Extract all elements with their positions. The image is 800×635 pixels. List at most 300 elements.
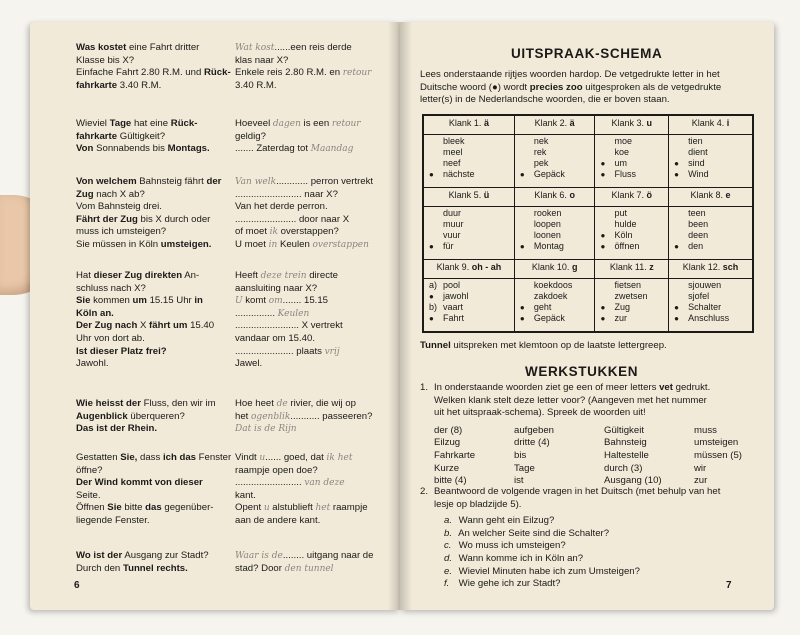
text-run: der [126,398,141,409]
text-run: X [137,320,150,332]
dutch-line [235,239,395,252]
word: fietsen [614,280,641,290]
dutch-example-word [443,158,509,169]
schema-word-cell [514,135,595,188]
text-run: vet [659,382,673,393]
bullet-icon: ● [600,314,606,323]
dutch-line [235,346,395,359]
right-page [400,22,774,610]
dutch-example-word [614,208,663,219]
text-run: Klank 3. [611,118,647,128]
handwritten-answer: in [268,239,278,250]
text-run: Klank 7. [611,190,647,200]
dutch-line [235,118,395,131]
word: been [688,219,709,229]
word: für [443,241,454,251]
dutch-example-word [534,291,590,302]
text-run: Vom Bahnsteig drei. [76,201,162,213]
word: vuur [443,230,461,240]
text-run: bis X durch oder [137,213,211,225]
question-text: Wann komme ich in Köln an? [456,552,584,564]
german-example-word [674,241,747,252]
text-run: müssen (5) [694,449,742,461]
text-run: Augenblick [76,410,128,422]
bullet-icon: ● [429,292,434,301]
german-line [76,502,234,515]
handwritten-answer: Wat kost [235,43,275,53]
schema-word-cell [423,207,514,260]
word: öffnen [614,241,640,251]
dutch-translation [235,176,395,252]
dutch-translation [235,550,395,575]
word: koe [614,147,629,157]
bullet-icon: ● [674,170,679,179]
dutch-example-word [534,280,590,291]
text-run: alstublieft [269,502,316,514]
german-example-word [674,302,747,313]
question-list [444,515,758,591]
text-run: ........ uitgang naar de [282,550,374,561]
german-phrase [76,118,234,156]
german-example-word [600,313,663,324]
text-run: i [726,118,730,128]
handwritten-answer: ik het [326,453,353,463]
text-run: het [235,410,252,422]
word: sjofel [688,291,710,301]
german-line [76,308,234,321]
task-line [434,395,710,408]
text-run: ........................ X vertrekt [235,320,343,332]
dutch-translation [235,398,395,436]
text-run: dass [137,452,163,463]
text-run: fahrkarte [76,130,118,142]
dutch-example-word [688,230,747,241]
german-line [76,239,234,252]
text-run: aufgeben [514,424,555,436]
text-run: um [132,295,147,307]
text-run: aansluiting naar X? [235,282,318,294]
dutch-line [235,550,395,563]
text-run: aan de andere kant. [235,514,321,526]
question-text: Wo muss ich umsteigen? [456,540,566,552]
schema-sound-header [669,115,753,135]
dutch-example-word [534,136,590,147]
word: zakdoek [533,291,568,301]
german-line [76,214,234,227]
handwritten-answer: u [263,503,270,514]
intro-line [420,69,758,82]
text-run: Rück- [170,118,198,129]
german-example-word [600,241,663,252]
german-example-word [429,169,509,180]
text-run: Duitsche woord (●) wordt [420,81,530,93]
german-example-word [674,158,747,169]
german-line [76,423,234,436]
word: geht [533,302,552,312]
text-run: In onderstaande woorden ziet ge een of meer letters [434,382,660,393]
text-run: ä [569,118,575,128]
text-run: Klank 10. [531,262,572,272]
text-run: geldig? [235,130,266,142]
text-run: Fahrkarte [434,449,476,461]
word: rek [533,147,547,157]
text-run: komt [242,295,269,307]
text-run: directe [306,270,339,281]
handwritten-answer: den tunnel [284,563,334,574]
text-run: Sie [76,295,91,307]
dutch-example-word [614,219,663,230]
exercise-word [604,450,694,463]
word: moe [614,136,632,146]
handwritten-answer: Maandag [310,144,354,155]
german-line [76,398,234,411]
dutch-example-word [534,219,590,230]
german-line [76,189,234,202]
word: nächste [443,169,475,179]
text-run: Tage [514,462,535,474]
handwritten-answer: Van welk [235,177,277,187]
schema-header-row [423,115,753,135]
german-line [76,411,234,424]
word: pool [443,280,461,290]
dutch-example-word [429,280,509,291]
text-run: kant. [235,489,256,501]
task-number: 1. [420,382,429,393]
schema-sound-header [669,188,753,207]
text-run: Ist dieser Platz frei? [76,345,167,357]
word-grid [434,425,758,488]
german-example-word [600,230,663,241]
question-letter: e. [444,565,453,577]
schema-sound-header [595,188,669,207]
question-letter: d. [444,552,453,564]
schema-word-cell [669,135,753,188]
dutch-example-word [429,302,509,313]
exercise-word [694,425,764,438]
word: Gepäck [533,169,565,179]
word: nek [533,136,549,146]
german-example-word [429,313,509,324]
dutch-translation [235,270,395,371]
text-run: öffne? [76,464,103,476]
text-run: 3.40 R.M. [235,79,277,91]
text-run: sch [722,262,739,272]
word: Wind [688,169,709,179]
text-run: ....................... door naar X [235,213,350,225]
task-line [434,499,720,512]
text-run: ü [483,190,490,200]
dutch-line [235,477,395,490]
german-phrase [76,270,234,371]
dutch-line [235,502,395,515]
text-run: schluss nach X? [76,282,146,294]
text-run: ä [483,118,489,128]
text-run: zur [694,475,708,487]
text-run: z [649,262,654,272]
dutch-example-word [688,208,747,219]
dutch-line [235,283,395,296]
word: Köln [614,230,633,240]
text-run: Hoeveel [235,118,273,129]
schema-sound-header [514,188,595,207]
word: dient [688,147,708,157]
text-run: Wieviel [76,118,110,129]
dutch-example-word [534,230,590,241]
text-run: Von welchem [76,176,137,187]
text-run: uit het uitspraak-schema). Spreek de woorden uit! [434,407,646,419]
text-run: 3.40 R.M. [117,79,162,91]
german-line [76,143,234,156]
text-run: dritte (4) [514,437,550,449]
text-run: Sie, [120,452,138,463]
german-example-word [520,241,590,252]
german-line [76,490,234,503]
text-run: Rück- [203,67,231,79]
text-run: vandaar om 15.40. [235,332,316,344]
pronunciation-table [422,114,754,333]
text-run: ............ perron vertrekt [276,176,374,187]
text-run: Vindt [235,452,260,463]
exercise-word [604,425,694,438]
text-run: muss ich umsteigen? [76,226,167,238]
handwritten-answer: overstappen [312,239,369,250]
text-run: u [646,118,653,128]
left-page [30,22,400,610]
task-text [434,382,710,420]
text-run: der [206,176,222,187]
text-run: raampje [330,502,368,514]
german-phrase [76,176,234,252]
german-line [76,67,234,80]
german-line [76,131,234,144]
word: deen [688,230,709,240]
text-run: U moet [235,238,269,250]
word: koekdoos [533,280,573,290]
text-run: 15.40 [187,320,215,332]
dutch-line [235,563,395,576]
german-example-word [600,169,663,180]
schema-word-cell [595,207,669,260]
question-text: An welcher Seite sind die Schalter? [456,527,610,539]
bullet-icon: ● [674,159,679,168]
page-number-right: 7 [726,580,732,591]
variant-label: b) [429,302,438,312]
word: zwetsen [614,291,648,301]
word: zur [614,313,627,323]
text-run: gedrukt. [672,382,711,393]
german-line [76,201,234,214]
handwritten-answer: dagen [272,119,301,129]
word: hulde [614,219,637,229]
dutch-line [235,308,395,321]
handwritten-answer: retour [342,68,372,79]
bullet-icon: ● [429,314,434,323]
task-line [434,382,710,395]
dutch-example-word [534,158,590,169]
text-run: Klank 5. [448,190,484,200]
text-run: umsteigen [694,437,739,449]
text-run: Seite. [76,489,101,501]
schema-sound-header [514,260,595,279]
text-run: Klank 8. [690,190,726,200]
question-text: Wann geht ein Eilzug? [456,515,555,527]
dutch-line [235,214,395,227]
exercise-word [694,463,764,476]
text-run: Gültigkeit [604,424,644,436]
text-run: Zug [76,188,94,200]
word: Montag [533,241,564,251]
dutch-line [235,80,395,93]
word: muur [443,219,464,229]
text-run: uitspreken met klemtoon op de laatste lettergreep. [450,340,667,351]
text-run: das [145,502,162,514]
text-run: ...... goed, dat [265,452,327,463]
handwritten-answer: de [276,399,288,409]
schema-word-cell [595,135,669,188]
text-run: ......een reis derde [274,42,352,53]
schema-sound-header [669,260,753,279]
text-run: der (8) [434,424,463,436]
handwritten-answer: Dat is de Rijn [235,424,297,435]
text-run: of moet [235,226,270,238]
exercise-word [514,437,604,450]
text-run: stad? Door [235,562,285,574]
handwritten-answer: van deze [304,478,345,489]
question-text: Wie gehe ich zur Stadt? [456,578,561,590]
handwritten-answer: om [268,296,283,307]
german-line [76,80,234,93]
intro-line [420,82,758,95]
text-run: Jawohl. [76,358,109,370]
text-run: bis [514,449,527,461]
dutch-example-word [534,208,590,219]
text-run: Gültigkeit? [117,130,166,142]
handwritten-answer: Waar is de [235,551,283,561]
question-item [444,528,758,541]
schema-sound-header [423,188,514,207]
german-line [76,452,234,465]
dutch-example-word [614,136,663,147]
text-run: Ausgang (10) [604,475,662,487]
schema-word-cell [669,279,753,333]
schema-word-cell [423,279,514,333]
text-run: letter(s) in de Nederlandsche woorden, die er boven staan. [420,94,670,106]
dutch-line [235,176,395,189]
text-run: Jawel. [235,358,263,370]
schema-words-row [423,207,753,260]
text-run: ............... [235,307,278,319]
dutch-line [235,358,395,371]
text-run: Einfache Fahrt 2.80 R.M. und [76,67,204,79]
word: bleek [443,136,465,146]
dutch-translation [235,452,395,528]
schema-sound-header [595,115,669,135]
text-run: e [725,190,731,200]
bullet-icon: ● [429,170,434,179]
text-run: Fluss, den wir im [140,398,216,409]
word: jawohl [443,291,469,301]
text-run: ist [514,475,524,487]
text-run: Sie [107,502,122,514]
bullet-icon: ● [674,242,679,251]
text-run: hat eine [131,118,171,129]
text-run: in [194,295,203,307]
word: Gepäck [533,313,565,323]
german-line [76,55,234,68]
text-run: Tunnel rechts. [122,562,188,574]
text-run: Hat [76,270,94,281]
exercise-word [434,437,514,450]
word: put [614,208,627,218]
text-run: überqueren? [127,410,185,422]
schema-word-cell [423,135,514,188]
schema-word-cell [669,207,753,260]
german-example-word [429,291,509,302]
text-run: lesje op bladzijde 5). [434,498,522,510]
text-run: g [571,262,578,272]
bullet-icon: ● [600,303,606,312]
text-run: Fenster [196,452,232,463]
dutch-line [235,42,395,55]
handwritten-answer: vrij [324,346,340,357]
word: sind [688,158,705,168]
task-text [434,486,720,511]
word: duur [443,208,462,218]
text-run: ........... passeeren? [290,410,373,422]
german-line [76,333,234,346]
text-run: Bahnsteig fährt [136,176,207,187]
german-example-word [600,158,663,169]
text-run: Hoe heet [235,398,277,409]
word: pek [533,158,549,168]
word: neef [443,158,461,168]
handwritten-answer: deze trein [260,271,307,281]
exercise-word [604,437,694,450]
bullet-icon: ● [600,159,606,168]
text-run: gegenüber- [161,502,214,514]
text-run: bitte [121,502,146,514]
text-run: 15.15 Uhr [146,295,195,307]
text-run: raampje open doe? [235,464,318,476]
text-run: Sie müssen in Köln [76,238,161,250]
german-line [76,563,234,576]
german-example-word [674,313,747,324]
question-text: Wieviel Minuten habe ich zum Umsteigen? [456,565,640,577]
section-title: WERKSTUKKEN [525,364,639,379]
dutch-example-word [688,147,747,158]
dutch-line [235,201,395,214]
dutch-example-word [443,136,509,147]
text-run: An- [182,270,200,281]
bullet-icon: ● [600,170,606,179]
word: teen [688,208,706,218]
dutch-example-word [688,280,747,291]
word: den [688,241,704,251]
text-run: ...................... plaats [235,345,325,357]
dutch-example-word [534,147,590,158]
exercise-word [694,450,764,463]
german-line [76,176,234,189]
exercise-word [514,425,604,438]
handwritten-answer: Keulen [277,308,310,319]
german-phrase [76,42,234,92]
text-run: fahrkarte [76,79,118,91]
german-line [76,42,234,55]
dutch-line [235,295,395,308]
text-run: oh - ah [471,262,502,272]
text-run: nach X ab? [93,188,145,200]
dutch-example-word [614,280,663,291]
